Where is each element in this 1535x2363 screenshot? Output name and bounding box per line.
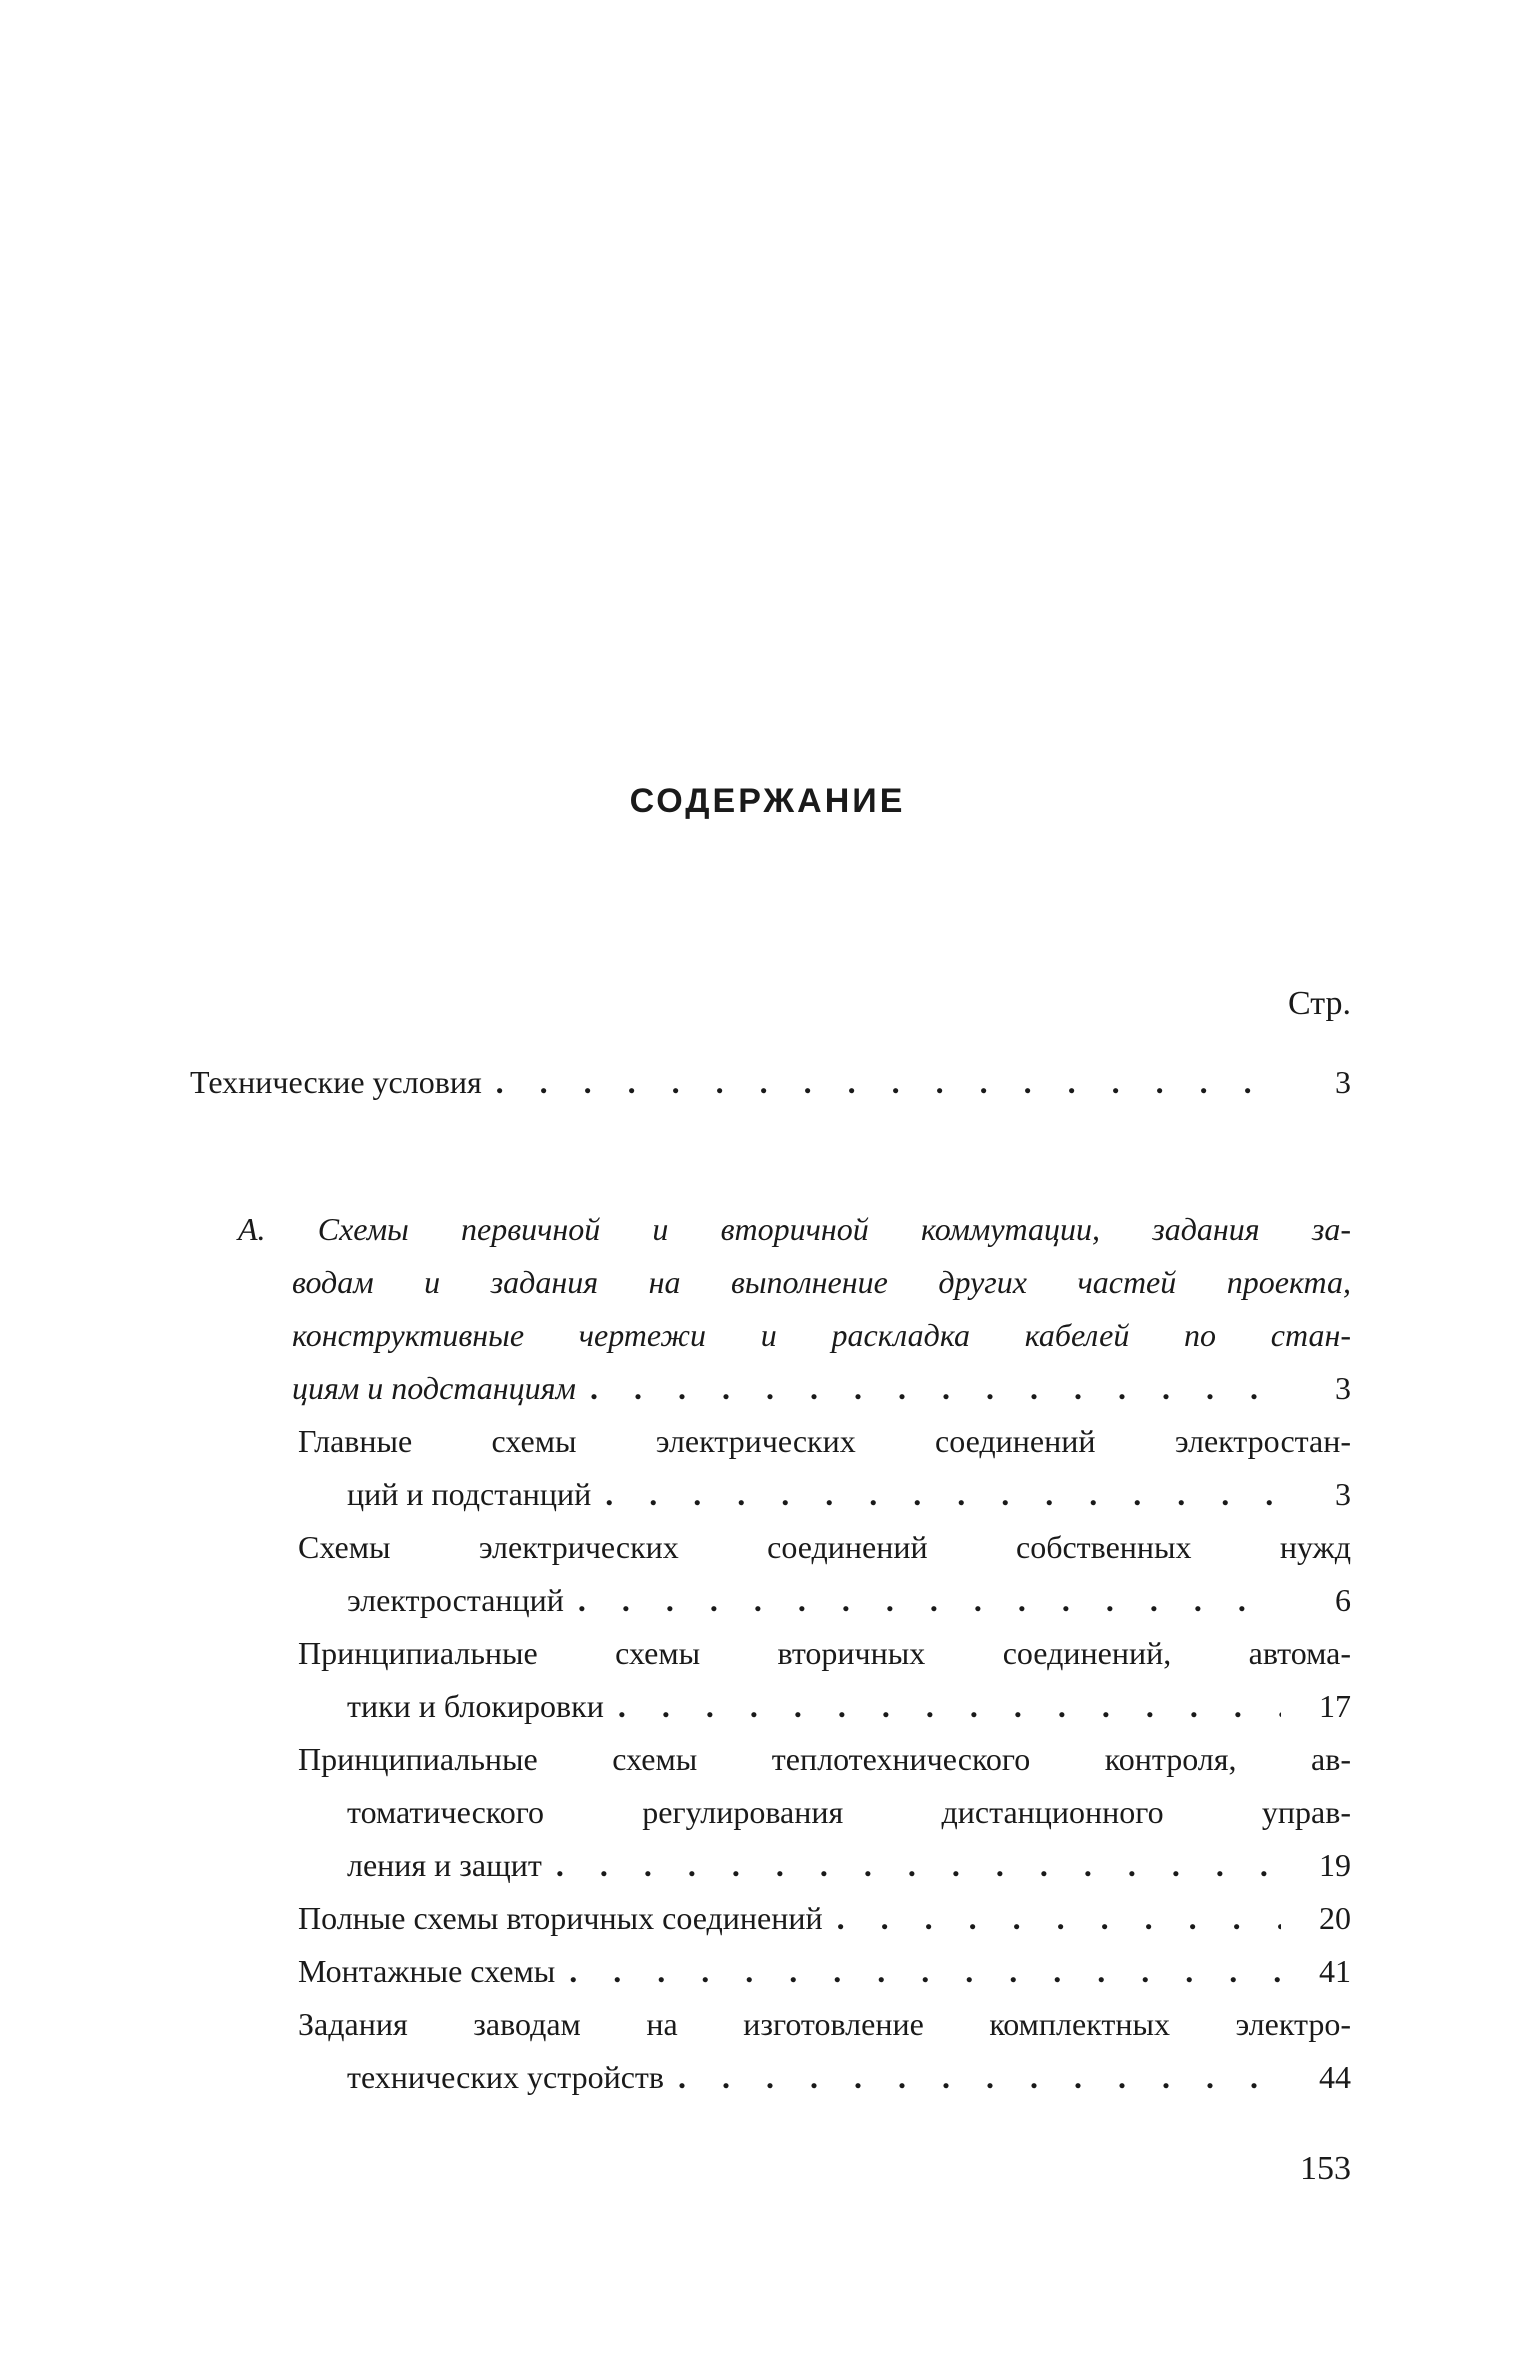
- toc-page-number: 6: [1335, 1582, 1351, 1618]
- toc-entry-principal-secondary-line-1[interactable]: [298, 1633, 1351, 1673]
- toc-entry-text: конструктивные чертежи и раскладка кабелей по стан-: [292, 1317, 1351, 1353]
- toc-entry-text: Принципиальные схемы теплотехнического контроля, ав-: [298, 1741, 1351, 1777]
- toc-entry-principal-thermal-line-3[interactable]: [347, 1845, 1351, 1885]
- toc-entry-text: Схемы электрических соединений собственных нужд: [298, 1529, 1351, 1565]
- toc-entry-principal-secondary-line-2[interactable]: [347, 1686, 1351, 1726]
- dot-leader: [578, 1580, 1281, 1620]
- toc-entry-text: томатического регулирования дистанционного управ-: [347, 1794, 1351, 1830]
- toc-entry-text: ления и защит: [347, 1847, 542, 1883]
- dot-leader: [569, 1951, 1281, 1991]
- toc-entry-mounting[interactable]: [298, 1951, 1351, 1991]
- toc-entry-text: Задания заводам на изготовление комплектных электро-: [298, 2006, 1351, 2042]
- toc-entry-text: электростанций: [347, 1582, 564, 1618]
- toc-entry-text: циям и подстанциям: [292, 1370, 576, 1406]
- toc-entry-aux-schemes-line-2[interactable]: [347, 1580, 1351, 1620]
- dot-leader: [556, 1845, 1281, 1885]
- toc-entry-factory-tasks-line-1[interactable]: [298, 2004, 1351, 2044]
- toc-entry-text: тики и блокировки: [347, 1688, 604, 1724]
- dot-leader: [618, 1686, 1281, 1726]
- toc-entry-section-a-line-4[interactable]: [292, 1368, 1351, 1408]
- toc-entry-section-a-line-2[interactable]: [292, 1262, 1351, 1302]
- toc-entry-text: технических устройств: [347, 2059, 664, 2095]
- toc-entry-text: Монтажные схемы: [298, 1953, 556, 1989]
- toc-page-number: 44: [1319, 2059, 1351, 2095]
- toc-entry-text: Главные схемы электрических соединений электростан-: [298, 1423, 1351, 1459]
- toc-entry-main-schemes-line-2[interactable]: [347, 1474, 1351, 1514]
- dot-leader: [837, 1898, 1281, 1938]
- toc-entry-technical-conditions[interactable]: [190, 1062, 1351, 1102]
- toc-entry-principal-thermal-line-1[interactable]: [298, 1739, 1351, 1779]
- toc-page-number: 3: [1335, 1370, 1351, 1406]
- toc-entry-section-a-line-1[interactable]: [238, 1209, 1351, 1249]
- toc-entry-main-schemes-line-1[interactable]: [298, 1421, 1351, 1461]
- dot-leader: [590, 1368, 1281, 1408]
- toc-heading: СОДЕРЖАНИЕ: [629, 782, 906, 820]
- toc-page-number: 3: [1335, 1476, 1351, 1512]
- toc-page-number: 17: [1319, 1688, 1351, 1724]
- toc-page-number: 19: [1319, 1847, 1351, 1883]
- toc-entry-factory-tasks-line-2[interactable]: [347, 2057, 1351, 2097]
- toc-page-number: 3: [1335, 1064, 1351, 1100]
- toc-entry-text: Полные схемы вторичных соединений: [298, 1900, 823, 1936]
- toc-entry-text: Технические условия: [190, 1064, 482, 1100]
- toc-entry-principal-thermal-line-2[interactable]: [347, 1792, 1351, 1832]
- toc-entry-section-a-line-3[interactable]: [292, 1315, 1351, 1355]
- dot-leader: [605, 1474, 1281, 1514]
- toc-entry-full-secondary[interactable]: [298, 1898, 1351, 1938]
- dot-leader: [496, 1062, 1281, 1102]
- toc-entry-aux-schemes-line-1[interactable]: [298, 1527, 1351, 1567]
- toc-page-number: 20: [1319, 1900, 1351, 1936]
- toc-entry-text: ций и подстанций: [347, 1476, 592, 1512]
- toc-entry-text: водам и задания на выполнение других частей проекта,: [292, 1264, 1351, 1300]
- toc-entry-text: А. Схемы первичной и вторичной коммутации, задания за-: [238, 1211, 1351, 1247]
- page-folio-number: 153: [1300, 2150, 1351, 2187]
- toc-page-number: 41: [1319, 1953, 1351, 1989]
- toc-entry-text: Принципиальные схемы вторичных соединений, автома-: [298, 1635, 1351, 1671]
- page-column-label: Стр.: [1287, 985, 1351, 1022]
- dot-leader: [678, 2057, 1281, 2097]
